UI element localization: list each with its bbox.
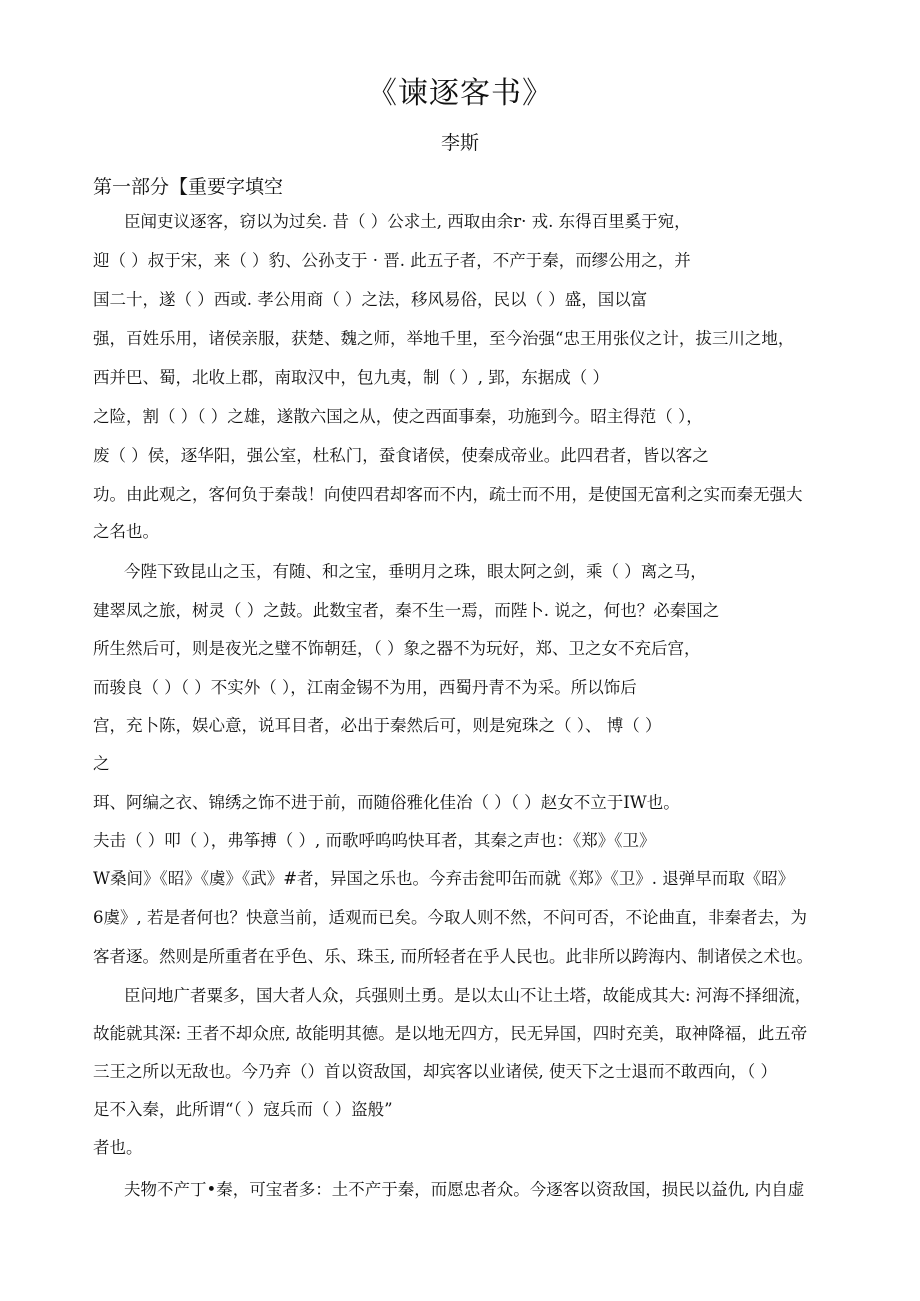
text-line: 而骏良（ ）（ ）不实外（ ），江南金锡不为用，西蜀丹青不为采。所以饰后 xyxy=(93,678,637,697)
text-line: 今陛下致昆山之玉，有随、和之宝，垂明月之珠，眼太阿之剑，乘（ ）离之马， xyxy=(124,562,707,581)
author-name: 李斯 xyxy=(440,132,479,154)
text-line: 6虞》, 若是者何也？快意当前，适观而已矣。今取人则不然，不问可否，不论曲直，非秦者去，为 xyxy=(93,908,807,927)
text-line: 迎（ ）叔于宋，来（ ）豹、公孙支于 · 晋. 此五子者，不产于秦，而缪公用之，并 xyxy=(93,251,691,270)
text-line: 之名也。 xyxy=(93,522,159,541)
text-line: 宫，充卜陈，娱心意，说耳目者，必出于秦然后可，则是宛珠之（ ）、 博（ ） xyxy=(93,716,662,735)
text-line: 强，百姓乐用，诸侯亲服，获楚、魏之师，举地千里，至今治强“忠王用张仪之计，拔三川之地， xyxy=(93,329,795,348)
text-line: 夫物不产丁•秦，可宝者多：土不产于秦，而愿忠者众。今逐客以资敌国，损民以益仇, 内自虚 xyxy=(124,1180,805,1199)
text-line: 臣问地广者粟多，国大者人众，兵强则土勇。是以太山不让土塔，故能成其大: 河海不择细流， xyxy=(124,986,812,1005)
text-line: 三王之所以无敌也。今乃弃（）首以资敌国，却宾客以业诸侯, 使天下之士退而不敢西向，（ ） xyxy=(93,1062,777,1081)
section-heading: 第一部分【重要字填空 xyxy=(93,176,284,198)
text-line: 国二十，遂（ ）西或. 孝公用商（ ）之法，移风易俗，民以（ ）盛，国以富 xyxy=(93,290,648,309)
text-line: 客者逐。然则是所重者在乎色、乐、珠玉, 而所轻者在乎人民也。此非所以跨海内、制诸侯之术也。 xyxy=(93,947,813,966)
text-line: 之险，割（ ）（ ）之雄，遂散六国之从，使之西面事秦，功施到今。昭主得范（ ）， xyxy=(93,407,703,426)
text-line: 故能就其深: 王者不却众庶, 故能明其德。是以地无四方，民无异国，四时充美，取神降福，此五帝 xyxy=(93,1024,808,1043)
text-line: 臣闻吏议逐客，窃以为过矣. 昔（ ）公求土, 西取由余r· 戎. 东得百里奚于宛， xyxy=(124,212,691,231)
text-line: 西并巴、蜀，北收上郡，南取汉中，包九夷，制（ ）, 郢，东据成（ ） xyxy=(93,368,609,387)
text-line: 之 xyxy=(93,754,110,773)
text-line: 建翠凤之旅，树灵（ ）之鼓。此数宝者，秦不生一焉，而陛卜. 说之，何也？必秦国之 xyxy=(93,601,720,620)
text-line: 所生然后可，则是夜光之璧不饰朝廷，（ ）象之器不为玩好，郑、卫之女不充后宫， xyxy=(93,639,701,658)
text-line: 者也。 xyxy=(93,1138,143,1157)
text-line: 功。由此观之，客何负于秦哉！向使四君却客而不内，疏士而不用，是使国无富利之实而秦无强大 xyxy=(93,485,803,504)
text-line: 废（ ）侯，逐华阳，强公室，杜私门，蚕食诸侯，使秦成帝业。此四君者，皆以客之 xyxy=(93,446,709,465)
text-line: 足不入秦，此所谓“（ ）寇兵而（ ）盗般” xyxy=(93,1100,393,1119)
text-line: 珥、阿编之衣、锦绣之饰不进于前，而随俗雅化佳冶（ ）（ ）赵女不立于IW也。 xyxy=(93,793,680,812)
text-line: W桑间》《昭》《虞》《武》#者，异国之乐也。今弃击瓮叩缶而就《郑》《卫》. 退弹早而取《昭》 xyxy=(93,869,795,888)
text-line: 夫击（ ）叩（ ），弗筝搏（ ）, 而歌呼呜呜快耳者，其秦之声也：《郑》《卫》 xyxy=(93,831,656,850)
document-title: 《谏逐客书》 xyxy=(367,76,553,111)
